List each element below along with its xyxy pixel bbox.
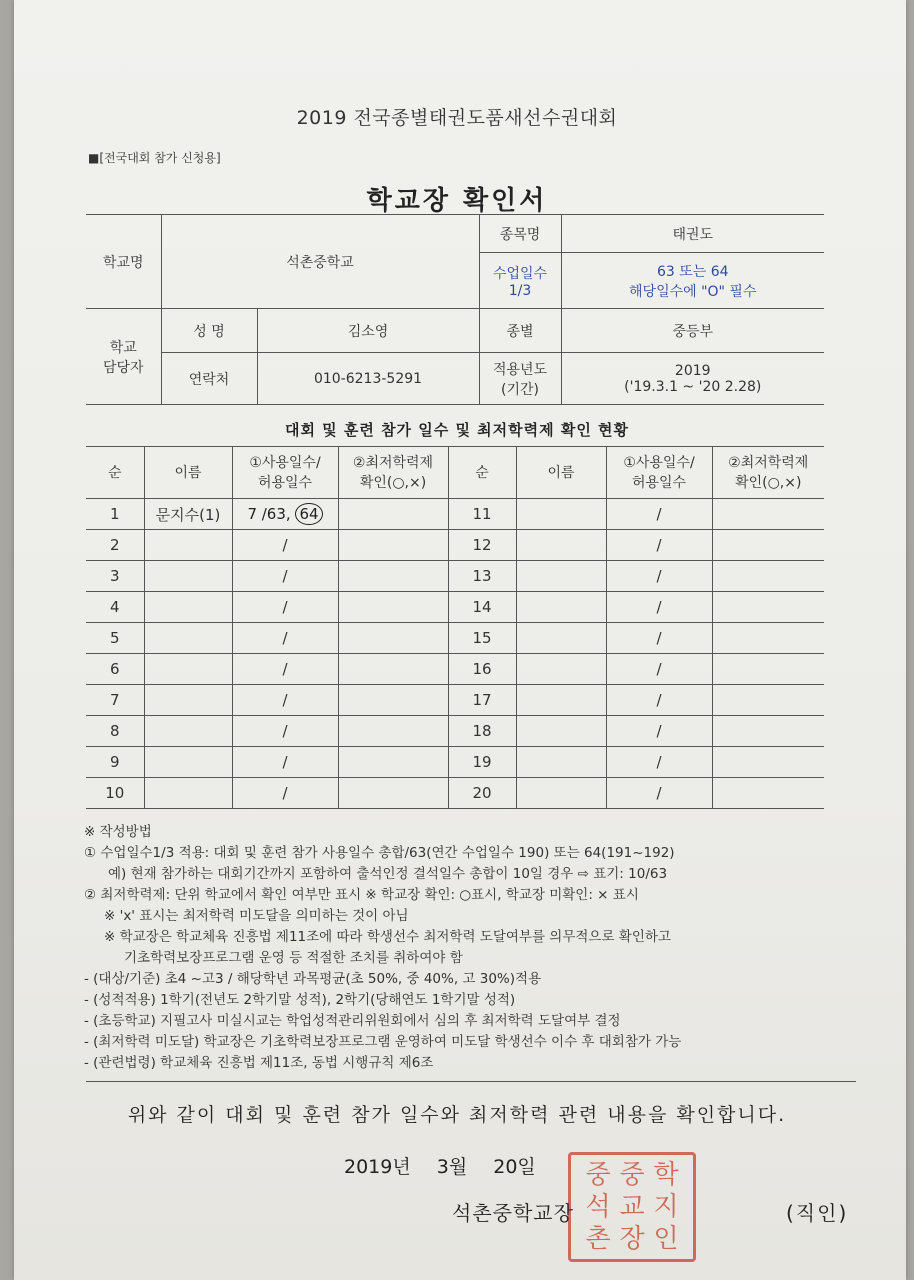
days-label — [479, 253, 561, 309]
row-min — [712, 592, 824, 623]
row-min — [338, 561, 448, 592]
year-label-line1: 적용년도 — [492, 361, 548, 378]
row-days: / — [232, 530, 338, 561]
row-min — [712, 499, 824, 530]
row-no: 4 — [86, 592, 144, 623]
year-value-line1: 2019 — [674, 362, 711, 379]
row-no: 9 — [86, 747, 144, 778]
row-days: / — [232, 592, 338, 623]
days-value — [561, 253, 824, 309]
row-name — [144, 623, 232, 654]
header-no: 순 — [86, 447, 144, 499]
table-row — [86, 530, 824, 561]
row-name — [144, 561, 232, 592]
header-min-line2: 확인(○,×) — [359, 474, 427, 491]
row-min — [338, 592, 448, 623]
school-label: 학교명 — [86, 215, 161, 309]
row-name — [516, 530, 606, 561]
row-no: 17 — [448, 685, 516, 716]
row-name — [516, 561, 606, 592]
event-title: 2019 전국종별태권도품새선수권대회 — [296, 107, 618, 129]
detail-1: - (대상/기준) 초4 ~고3 / 해당학년 과목평균(초 50%, 중 40%, 고 30%)적용 — [84, 971, 542, 987]
school-value: 석촌중학교 — [161, 215, 479, 309]
row-days: / — [606, 499, 712, 530]
row-name: 문지수(1) — [144, 499, 232, 530]
header-name: 이름 — [144, 447, 232, 499]
row-min — [712, 685, 824, 716]
row-no: 1 — [86, 499, 144, 530]
row-min — [338, 654, 448, 685]
staff-label-line1: 학교 — [109, 339, 137, 356]
year-value — [561, 353, 824, 405]
row-min — [712, 716, 824, 747]
notes-heading: ※ 작성방법 — [84, 824, 152, 840]
header-days-line2: 허용일수 — [257, 474, 313, 491]
row-no: 16 — [448, 654, 516, 685]
header-days — [232, 447, 338, 499]
table-row — [86, 499, 824, 530]
table-row — [86, 716, 824, 747]
row-min — [338, 499, 448, 530]
row-no: 15 — [448, 623, 516, 654]
row-days: / — [232, 685, 338, 716]
year-label-line2: (기간) — [501, 381, 539, 398]
roster-table — [86, 446, 824, 809]
row-days: / — [606, 561, 712, 592]
row-days: / — [606, 654, 712, 685]
row-no: 5 — [86, 623, 144, 654]
table-row — [86, 778, 824, 809]
division-label: 종별 — [479, 309, 561, 353]
row-no: 2 — [86, 530, 144, 561]
row-min — [338, 530, 448, 561]
header-name-2: 이름 — [516, 447, 606, 499]
form-tag: ■[전국대회 참가 신청용] — [88, 151, 221, 165]
row-name — [516, 778, 606, 809]
header-min-2-line2: 확인(○,×) — [735, 474, 802, 491]
name-label: 성 명 — [161, 309, 257, 353]
circled-allowed-days: 64 — [295, 503, 322, 525]
row-name — [516, 685, 606, 716]
header-min-2-line1: ②최저학력제 — [728, 454, 809, 471]
row-min — [712, 778, 824, 809]
table-row — [86, 685, 824, 716]
days-label-line1: 수업일수 — [492, 265, 548, 282]
header-min-line1: ②최저학력제 — [352, 454, 434, 471]
row-days: / — [606, 716, 712, 747]
row-no: 19 — [448, 747, 516, 778]
instructions — [84, 822, 864, 1074]
header-days-2-line1: ①사용일수/ — [623, 454, 695, 471]
row-no: 10 — [86, 778, 144, 809]
row-days: / — [606, 778, 712, 809]
principal-title: 석촌중학교장 — [452, 1201, 574, 1225]
row-name — [144, 654, 232, 685]
row-no: 13 — [448, 561, 516, 592]
row-no: 18 — [448, 716, 516, 747]
status-section-title: 대회 및 훈련 참가 일수 및 최저학력제 확인 현황 — [284, 421, 630, 439]
detail-4: - (최저학력 미도달) 학교장은 기초학력보장프로그램 운영하여 미도달 학생선수 이수 후 대회참가 가능 — [84, 1034, 682, 1050]
row-min — [338, 623, 448, 654]
header-days-2-line2: 허용일수 — [631, 474, 687, 491]
row-days: / — [606, 685, 712, 716]
row-min — [712, 561, 824, 592]
row-min — [338, 716, 448, 747]
row-no: 6 — [86, 654, 144, 685]
signature-date: 2019년 3월 20일 — [344, 1156, 536, 1178]
row-days: / — [606, 623, 712, 654]
header-no-2: 순 — [448, 447, 516, 499]
row-days: / — [606, 592, 712, 623]
row-min — [712, 623, 824, 654]
note-2: ② 최저학력제: 단위 학교에서 확인 여부만 표시 ※ 학교장 확인: ○표시, 학교장 미확인: × 표시 — [84, 887, 639, 903]
year-label — [479, 353, 561, 405]
days-value-line1: 63 또는 64 — [656, 263, 729, 280]
days-label-line2: 1/3 — [508, 282, 532, 299]
row-no: 8 — [86, 716, 144, 747]
row-no: 7 — [86, 685, 144, 716]
row-name — [516, 623, 606, 654]
staff-label-line2: 담당자 — [102, 359, 144, 376]
note-4a: ※ 학교장은 학교체육 진흥법 제11조에 따라 학생선수 최저학력 도달여부를 의무적으로 확인하고 — [104, 929, 671, 945]
row-name — [516, 499, 606, 530]
roster-header-row — [86, 447, 824, 499]
row-no: 12 — [448, 530, 516, 561]
row-days: / — [232, 623, 338, 654]
row-days: / — [232, 747, 338, 778]
note-3: ※ 'x' 표시는 최저학력 미도달을 의미하는 것이 아님 — [104, 908, 409, 924]
name-value: 김소영 — [257, 309, 479, 353]
detail-5: - (관련법령) 학교체육 진흥법 제11조, 동법 시행규칙 제6조 — [84, 1055, 434, 1071]
row-no: 14 — [448, 592, 516, 623]
row-no: 3 — [86, 561, 144, 592]
used-days: 7 /63, — [247, 505, 291, 523]
contact-label: 연락처 — [161, 353, 257, 405]
row-name — [144, 530, 232, 561]
seal-label: (직인) — [786, 1201, 849, 1225]
row-name — [516, 654, 606, 685]
row-min — [338, 778, 448, 809]
row-name — [144, 778, 232, 809]
note-4b: 기초학력보장프로그램 운영 등 적절한 조치를 취하여야 함 — [124, 950, 463, 966]
row-name — [516, 747, 606, 778]
detail-3: - (초등학교) 지필고사 미실시교는 학업성적관리위원회에서 심의 후 최저학력 도달여부 결정 — [84, 1013, 621, 1029]
header-min — [338, 447, 448, 499]
contact-value: 010-6213-5291 — [257, 353, 479, 405]
row-days: / — [232, 778, 338, 809]
row-days: / — [232, 654, 338, 685]
row-min — [712, 747, 824, 778]
footer-divider — [86, 1081, 856, 1082]
year-value-line2: ('19.3.1 ~ '20 2.28) — [624, 378, 762, 395]
header-days-line1: ①사용일수/ — [249, 454, 321, 471]
row-days — [232, 499, 338, 530]
row-days: / — [606, 747, 712, 778]
row-min — [338, 685, 448, 716]
row-name — [516, 716, 606, 747]
row-name — [144, 592, 232, 623]
row-days: / — [232, 716, 338, 747]
division-value: 중등부 — [561, 309, 824, 353]
row-no: 11 — [448, 499, 516, 530]
header-days-2 — [606, 447, 712, 499]
row-name — [144, 747, 232, 778]
row-name — [144, 716, 232, 747]
staff-label — [86, 309, 161, 405]
row-name — [144, 685, 232, 716]
days-value-line2: 해당일수에 "O" 필수 — [629, 283, 757, 300]
sport-value: 태권도 — [561, 215, 824, 253]
sport-label: 종목명 — [479, 215, 561, 253]
note-1b: 예) 현재 참가하는 대회기간까지 포함하여 출석인정 결석일수 총합이 10일 경우 ⇨ 표기: 10/63 — [108, 866, 668, 882]
table-row — [86, 592, 824, 623]
row-days: / — [232, 561, 338, 592]
row-min — [712, 654, 824, 685]
confirmation-statement: 위와 같이 대회 및 훈련 참가 일수와 최저학력 관련 내용을 확인합니다. — [127, 1104, 787, 1126]
detail-2: - (성적적용) 1학기(전년도 2학기말 성적), 2학기(당해연도 1학기말 성적) — [84, 992, 516, 1008]
row-min — [712, 530, 824, 561]
row-min — [338, 747, 448, 778]
row-no: 20 — [448, 778, 516, 809]
header-min-2 — [712, 447, 824, 499]
note-1a: ① 수업일수1/3 적용: 대회 및 훈련 참가 사용일수 총합/63(연간 수업일수 190) 또는 64(191~192) — [84, 845, 675, 861]
row-name — [516, 592, 606, 623]
document-title: 학교장 확인서 — [366, 186, 548, 216]
official-seal-stamp: 중 중 학 석 교 지 촌 장 인 — [568, 1152, 696, 1262]
table-row — [86, 654, 824, 685]
table-row — [86, 561, 824, 592]
info-table — [86, 214, 824, 405]
table-row — [86, 747, 824, 778]
row-days: / — [606, 530, 712, 561]
table-row — [86, 623, 824, 654]
